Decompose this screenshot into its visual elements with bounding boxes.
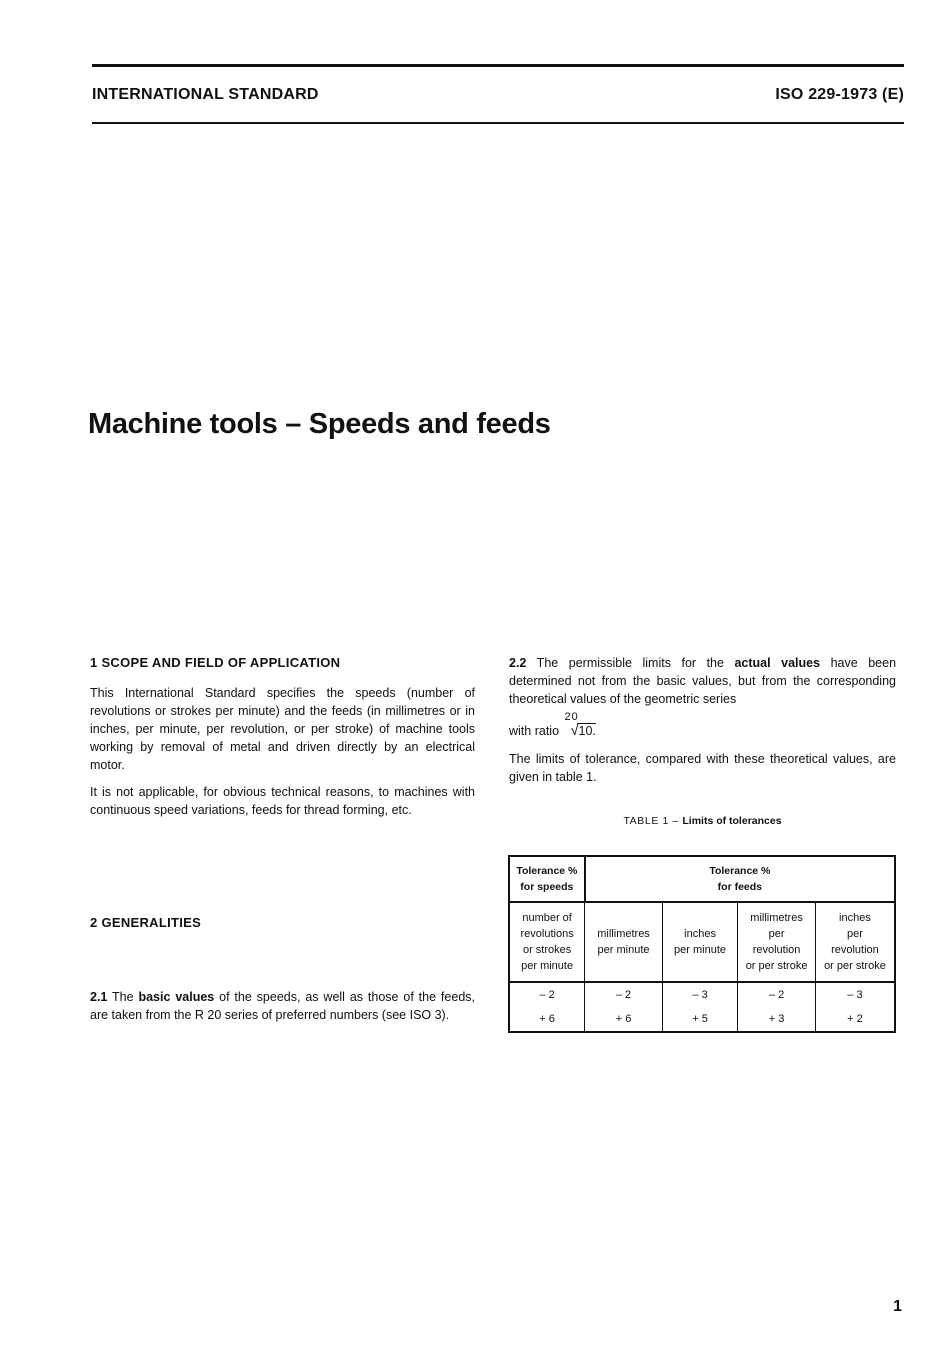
table-caption-prefix: TABLE 1 – (623, 815, 683, 827)
header-speeds (509, 856, 585, 902)
value-cell-inches-per-minute (662, 982, 737, 1032)
subheader-mm-per-revolution (738, 902, 816, 982)
header-feeds-line-1: Tolerance % (709, 865, 771, 877)
root-sign-icon: √ (570, 722, 579, 739)
section-1 (90, 654, 475, 819)
subheader-mm-per-minute (585, 902, 663, 982)
clause-2-1-number: 2.1 (90, 990, 108, 1004)
table-values-row (509, 982, 895, 1032)
subheader-line: revolution (752, 944, 801, 956)
upper-limit: + 6 (539, 1013, 555, 1025)
lower-limit: – 2 (615, 989, 632, 1001)
clause-2-1 (90, 988, 475, 1024)
value-cell-inches-per-revolution (815, 982, 895, 1032)
section-2-heading: 2 GENERALITIES (90, 915, 202, 930)
lower-limit: – 2 (768, 989, 785, 1001)
clause-2-1-text-pre: The (107, 990, 139, 1004)
root-index: 20 (564, 711, 579, 723)
clause-2-1-bold: basic values (138, 990, 215, 1004)
section-2 (90, 914, 475, 932)
table-subheader-row (509, 902, 895, 982)
value-cell-mm-per-minute (585, 982, 663, 1032)
subheader-line: per minute (674, 944, 727, 956)
subheader-line: millimetres (750, 912, 803, 924)
subheader-line: inches (684, 928, 716, 940)
subheader-line: inches (839, 912, 871, 924)
subheader-inches-per-revolution (815, 902, 895, 982)
clause-2-2-bold: actual values (734, 656, 821, 670)
clause-2-2-ratio (509, 711, 896, 740)
header-speeds-line-1: Tolerance % (516, 865, 578, 877)
clause-2-2-text-post: have been determined not from the basic values, but from the corresponding theoretical values of the geometric series (509, 656, 897, 706)
subheader-inches-per-minute (662, 902, 737, 982)
clause-2-2-text-pre: The permissible limits for the (526, 656, 735, 670)
subheader-line: or per stroke (824, 960, 886, 972)
upper-limit: + 5 (692, 1013, 708, 1025)
header-rule-top (92, 64, 904, 67)
clause-2-2 (509, 654, 896, 786)
value-cell-mm-per-revolution (738, 982, 816, 1032)
subheader-line: per minute (597, 944, 650, 956)
table-caption (509, 815, 896, 827)
tolerance-table (508, 855, 896, 1033)
upper-limit: + 6 (615, 1013, 632, 1025)
value-cell-speeds (509, 982, 585, 1032)
lower-limit: – 3 (847, 989, 863, 1001)
page-number: 1 (893, 1298, 902, 1315)
ratio-label: with ratio (509, 724, 560, 738)
subheader-line: or strokes (522, 944, 572, 956)
header-document-id: ISO 229-1973 (E) (775, 86, 904, 103)
clause-2-2-limits: The limits of tolerance, compared with these theoretical values, are given in table 1. (509, 752, 896, 784)
header-speeds-line-2: for speeds (520, 881, 574, 893)
subheader-line: per (768, 928, 785, 940)
upper-limit: + 3 (768, 1013, 785, 1025)
header-standard-label: INTERNATIONAL STANDARD (92, 86, 319, 103)
upper-limit: + 2 (847, 1013, 863, 1025)
section-1-heading: 1 SCOPE AND FIELD OF APPLICATION (90, 655, 341, 670)
lower-limit: – 3 (692, 989, 708, 1001)
section-1-paragraph-2: It is not applicable, for obvious technical reasons, to machines with continuous speed variations, feeds for thread forming, etc. (90, 785, 475, 817)
subheader-line: revolution (831, 944, 879, 956)
root-radicand: 10. (578, 724, 596, 738)
table-caption-title: Limits of tolerances (682, 815, 782, 827)
section-1-paragraph-1: This International Standard specifies the speeds (number of revolutions or strokes per minute) and the feeds (in millimetres or in inches, per minute, per revolution, or per stroke) of machine tools working by removal of metal and driven directly by an electrical motor. (90, 686, 475, 772)
subheader-line: per (846, 928, 863, 940)
subheader-speeds (509, 902, 585, 982)
document-title: Machine tools – Speeds and feeds (88, 408, 551, 440)
header-feeds-line-2: for feeds (717, 881, 763, 893)
subheader-line: or per stroke (745, 960, 808, 972)
ratio-root (564, 711, 596, 740)
clause-2-2-number: 2.2 (509, 656, 527, 670)
table-header-row (509, 856, 895, 902)
clause-2-1-text-post: of the speeds, as well as those of the feeds, are taken from the R 20 series of preferred numbers (see ISO 3). (90, 990, 475, 1022)
subheader-line: millimetres (597, 928, 650, 940)
subheader-line: revolutions (520, 928, 574, 940)
subheader-line: number of (522, 912, 572, 924)
lower-limit: – 2 (539, 989, 555, 1001)
header-rule-bottom (92, 122, 904, 124)
subheader-line: per minute (521, 960, 574, 972)
header-feeds (585, 856, 895, 902)
